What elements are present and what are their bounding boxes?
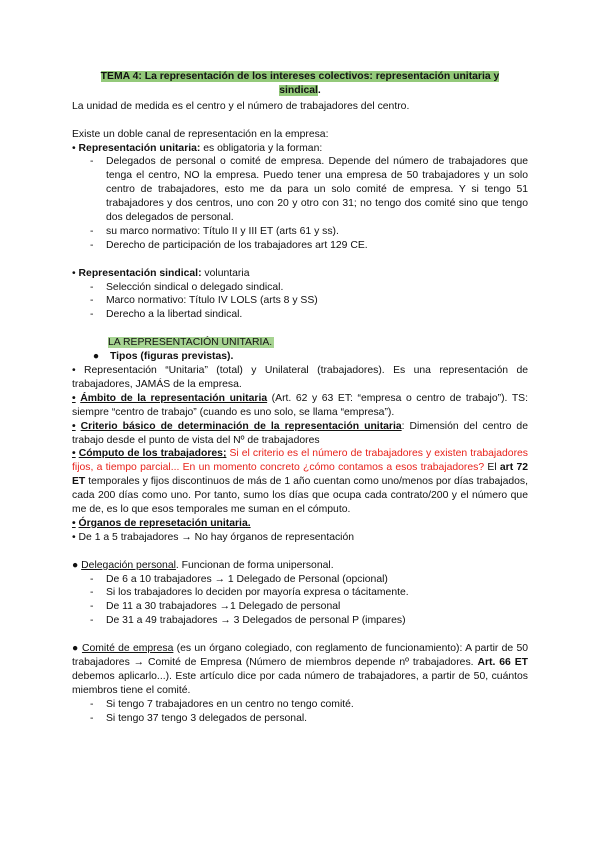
bullet-icon: ● — [72, 559, 79, 571]
sindical-text: voluntaria — [201, 267, 250, 279]
list-item: - De 6 a 10 trabajadores → 1 Delegado de Personal (opcional) — [106, 573, 528, 587]
intro-text: La unidad de medida es el centro y el número de trabajadores del centro. — [72, 100, 410, 112]
organos-heading — [72, 517, 528, 531]
bullet-icon: ● — [72, 643, 79, 655]
comite-article: Art. 66 ET — [477, 656, 528, 668]
computo-article: art 72 ET — [72, 462, 529, 488]
section-heading-text: LA REPRESENTACIÓN UNITARIA. — [108, 337, 273, 349]
document-title — [72, 70, 528, 98]
delegacion-list — [72, 573, 528, 629]
title-period: . — [317, 84, 321, 96]
unitaria-label: Representación unitaria: — [78, 142, 201, 154]
list-item: - Selección sindical o delegado sindical. — [106, 281, 528, 295]
rep-unitaria-text: • Representación “Unitaria” (total) y Unilateral (trabajadores). Es una representación de trabajadores, JAMÁS de la empresa. — [72, 364, 528, 390]
section-heading — [72, 336, 528, 350]
computo-label: Cómputo de los trabajadores — [78, 448, 223, 460]
list-item: - De 31 a 49 trabajadores → 3 Delegados de personal P (impares) — [106, 614, 528, 628]
comite-text-2: debemos aplicarlo...). Este artículo dice por cada número de trabajadores, a partir de 50, cuántos miembros tiene el comité. — [72, 670, 528, 696]
criterio-text: : Dimensión del centro de trabajo desde el punto de vista del Nº de trabajadores — [72, 420, 528, 446]
title-line-1: TEMA 4: La representación de los intereses colectivos: representación unitaria y — [100, 71, 500, 82]
computo-bullet: • — [72, 448, 76, 460]
document-page — [72, 70, 528, 726]
sindical-heading — [72, 267, 528, 281]
unitaria-text: es obligatoria y la forman: — [200, 142, 323, 154]
organos-bullet: • — [72, 517, 76, 529]
list-item: - De 11 a 30 trabajadores →1 Delegado de personal — [106, 600, 528, 614]
criterio-paragraph — [72, 420, 528, 448]
organos-line: • De 1 a 5 trabajadores → No hay órganos de representación — [72, 531, 355, 543]
criterio-label: Criterio básico de determinación de la representación unitaria — [80, 420, 402, 432]
ambito-label: Ámbito de la representación unitaria — [80, 392, 268, 404]
doble-canal-text: Existe un doble canal de representación en la empresa: — [72, 128, 329, 140]
list-item: - Si tengo 7 trabajadores en un centro no tengo comité. — [106, 698, 528, 712]
bullet-icon: • — [72, 142, 76, 154]
ambito-paragraph — [72, 392, 528, 420]
delegacion-label: Delegación personal — [81, 559, 176, 571]
sindical-list — [72, 281, 528, 323]
unitaria-list — [72, 155, 528, 252]
tipos-heading — [72, 350, 528, 364]
comite-text-1: (es un órgano colegiado, con reglamento de funcionamiento): A partir de 50 trabajadores → Comité de Empresa (Número de miembros depende nº trabajadores. — [72, 643, 529, 668]
computo-text-2: temporales y fijos discontinuos de más de 1 año cuentan como uno/menos por días trabajados, cada 200 días como uno. Por tanto, sumo los días que ocupa cada contrato/200 y el número que me de, es lo que esos temporales me suman en el cómputo. — [72, 476, 528, 516]
computo-question: Si el criterio es el número de trabajadores y existen trabajadores fijos, a tiempo parcial... En un momento concreto ¿cómo contamos a esos trabajadores? — [72, 448, 528, 474]
delegacion-text: . Funcionan de forma unipersonal. — [175, 559, 334, 571]
title-line-2: sindical — [279, 84, 318, 96]
list-item: - Si tengo 37 tengo 3 delegados de personal. — [106, 712, 528, 726]
bullet-icon: • — [72, 267, 76, 279]
comite-paragraph — [72, 642, 528, 698]
sindical-label: Representación sindical: — [78, 267, 202, 279]
bullet-icon: ● — [92, 351, 100, 363]
unitaria-heading — [72, 142, 528, 156]
ambito-bullet: • — [72, 392, 76, 404]
computo-colon: ; — [222, 448, 227, 460]
tipos-label: Tipos (figuras previstas). — [110, 351, 234, 363]
comite-label: Comité de empresa — [81, 643, 174, 655]
list-item: - su marco normativo: Título II y III ET (arts 61 y ss). — [106, 225, 528, 239]
criterio-bullet: • — [72, 420, 76, 432]
computo-paragraph — [72, 447, 528, 517]
organos-label: Órganos de represetación unitaria. — [78, 517, 251, 529]
comite-list — [72, 698, 528, 726]
list-item: - Si los trabajadores lo deciden por mayoría expresa o tácitamente. — [106, 586, 528, 600]
list-item: - Derecho a la libertad sindical. — [106, 308, 528, 322]
ambito-text: (Art. 62 y 63 ET: “empresa o centro de trabajo”). TS: siempre “centro de trabajo” (cuando es uno solo, se llama “empresa”). — [72, 392, 528, 418]
delegacion-heading — [72, 559, 528, 573]
list-item: - Marco normativo: Título IV LOLS (arts 8 y SS) — [106, 294, 528, 308]
computo-text-1: El — [484, 462, 500, 474]
list-item: - Derecho de participación de los trabajadores art 129 CE. — [106, 239, 528, 253]
list-item: - Delegados de personal o comité de empresa. Depende del número de trabajadores que tenga el centro, NO la empresa. Puedo tener una empresa de 50 trabajadores y un solo centro de trabajadores, esto me da para un solo comité de empresa. Y si tengo 51 trabajadores y dos centros, uno con 20 y otro con 31; no tengo dos comité sino que tengo dos delegados de personal. — [106, 155, 528, 225]
